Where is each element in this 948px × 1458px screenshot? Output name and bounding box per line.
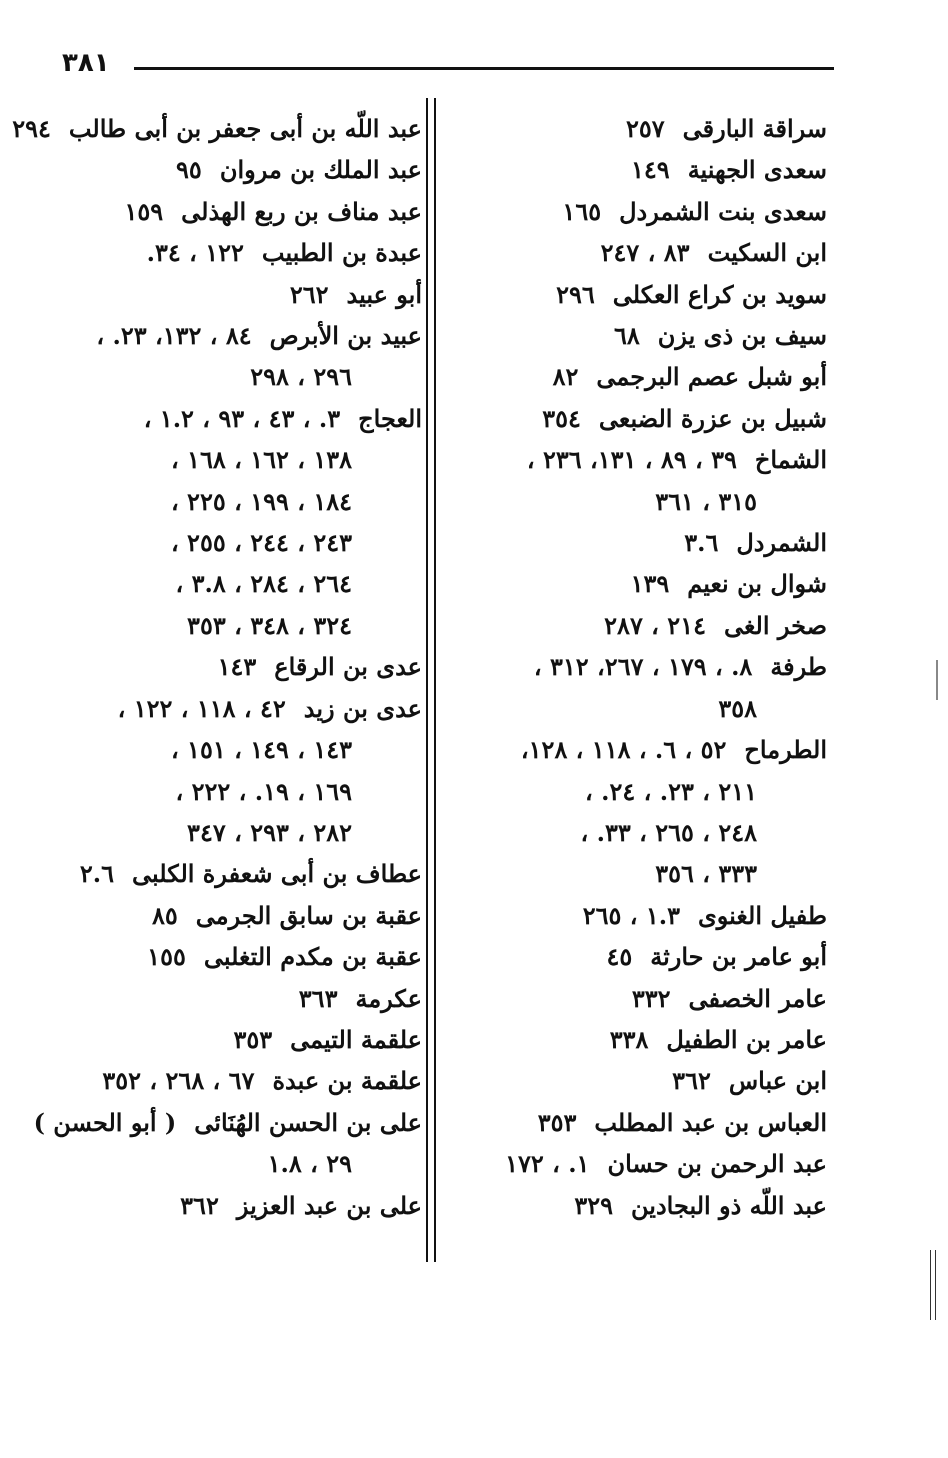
column-divider <box>426 98 436 1262</box>
entry-page-numbers: ٣٥٣ <box>537 1107 577 1137</box>
entry-name: طرفة <box>770 652 827 682</box>
entry-page-numbers: ٣٥٣ <box>233 1024 273 1054</box>
index-entry <box>36 149 422 190</box>
entry-name: سويد بن كراع العكلى <box>612 279 827 309</box>
entry-name: عبد اللّه بن أبى جعفر بن أبى طالب <box>68 114 422 143</box>
index-entry <box>36 646 422 687</box>
index-entry <box>444 563 827 604</box>
header-rule <box>134 67 834 70</box>
entry-page-numbers: ١٢٢ ، ٣٤. <box>146 238 244 268</box>
index-entry <box>444 729 827 770</box>
entry-page-numbers: ٣٦٢ <box>672 1066 711 1096</box>
entry-page-numbers: ١٤٣ ، ١٤٩ ، ١٥١ ، <box>170 735 352 765</box>
entry-page-numbers: ٣٣٢ <box>631 983 671 1013</box>
page-number: ٣٨١ <box>62 48 110 78</box>
entry-name: على بن عبد العزيز <box>236 1190 422 1220</box>
entry-name: سعدى بنت الشمردل <box>619 196 827 226</box>
entry-page-numbers: ٦٧ ، ٢٦٨ ، ٣٥٢ <box>102 1066 255 1096</box>
index-entry-continuation <box>444 481 827 522</box>
entry-page-numbers: ٣. ، ٤٣ ، ٩٣ ، ١.٢ ، <box>143 403 341 433</box>
entry-page-numbers: ٣٦٣ <box>298 983 338 1013</box>
index-entry <box>444 605 827 646</box>
entry-name: عبيد بن الأبرص <box>269 321 422 351</box>
entry-name: عبد الملك بن مروان <box>219 155 422 185</box>
index-entry <box>36 1185 422 1226</box>
entry-page-numbers: ١٦٩ ، ١٩. ، ٢٢٢ ، <box>175 776 352 806</box>
entry-name: طفيل الغنوى <box>698 900 827 930</box>
entry-name: العجاج <box>358 403 422 433</box>
entry-name: عدى بن الرقاع <box>274 652 422 682</box>
entry-page-numbers: ( أبو الحسن ) <box>33 1107 177 1137</box>
entry-page-numbers: ٢٩٦ ، ٢٩٨ <box>250 362 352 392</box>
entry-page-numbers: ٤٢ ، ١١٨ ، ١٢٢ ، <box>117 693 286 723</box>
entry-page-numbers: ٢٩٤ <box>12 114 51 143</box>
index-entry <box>36 895 422 936</box>
entry-page-numbers: ٣٥٤ <box>542 403 581 433</box>
index-entry <box>444 978 827 1019</box>
index-entry <box>444 356 827 397</box>
entry-name: عامر الخصفى <box>688 983 827 1013</box>
index-entry <box>36 1060 422 1101</box>
entry-page-numbers: ١.٣ ، ٢٦٥ <box>582 900 680 930</box>
index-entry-continuation <box>36 1143 422 1184</box>
entry-page-numbers: ٣.٦ <box>684 528 719 558</box>
entry-page-numbers: ١٤٣ <box>217 652 257 682</box>
edge-mark-double <box>930 1250 936 1320</box>
entry-page-numbers: ٨٥ <box>151 900 178 930</box>
entry-page-numbers: ٣١٥ ، ٣٦١ <box>655 486 757 516</box>
index-entry-continuation <box>36 356 422 397</box>
entry-page-numbers: ١٨٤ ، ١٩٩ ، ٢٢٥ ، <box>170 486 352 516</box>
index-entry <box>444 522 827 563</box>
entry-name: شبيل بن عزرة الضبعى <box>598 403 827 433</box>
index-entry <box>36 191 422 232</box>
entry-page-numbers: ٢٦٢ <box>289 279 329 309</box>
index-entry <box>444 1143 827 1184</box>
entry-name: الشمردل <box>736 528 827 558</box>
entry-page-numbers: ٣٩ ، ٨٩ ، ١٣١، ٢٣٦ ، <box>526 445 737 475</box>
index-entry-continuation <box>444 688 827 729</box>
index-entry <box>444 1102 827 1143</box>
entry-page-numbers: ٦٨ <box>613 321 640 351</box>
entry-page-numbers: ١٣٩ <box>630 569 670 599</box>
index-entry-continuation <box>36 522 422 563</box>
entry-page-numbers: ٢٤٨ ، ٢٦٥ ، ٣٣. ، <box>580 817 757 847</box>
entry-page-numbers: ٤٥ <box>606 942 633 972</box>
entry-page-numbers: ٨٤ ، ١٣٢، ٢٣. ، <box>96 321 252 351</box>
entry-page-numbers: ٢٤٣ ، ٢٤٤ ، ٢٥٥ ، <box>170 528 352 558</box>
index-entry <box>444 1185 827 1226</box>
entry-page-numbers: ٣٣٣ ، ٣٥٦ <box>655 859 757 889</box>
entry-name: الشماخ <box>754 445 827 475</box>
entry-page-numbers: ٢٦٤ ، ٢٨٤ ، ٣.٨ ، <box>175 569 352 599</box>
index-entry <box>36 688 422 729</box>
entry-name: سيف بن ذى يزن <box>657 321 827 351</box>
entry-name: على بن الحسن الهُنَائى <box>194 1107 422 1137</box>
entry-page-numbers: ١. ، ١٧٢ <box>505 1149 590 1179</box>
index-entry <box>36 274 422 315</box>
entry-name: سعدى الجهنية <box>687 155 827 185</box>
index-entry-continuation <box>444 812 827 853</box>
entry-name: علقمة بن عبدة <box>272 1066 422 1096</box>
index-column-left <box>12 108 422 1226</box>
index-entry <box>444 646 827 687</box>
index-entry <box>444 315 827 356</box>
entry-page-numbers: ١٤٩ <box>631 155 670 185</box>
index-entry <box>36 853 422 894</box>
index-column-right <box>444 108 827 1226</box>
index-entry <box>36 978 422 1019</box>
entry-page-numbers: ٣٣٨ <box>609 1024 649 1054</box>
entry-page-numbers: ٢٥٧ <box>626 114 665 143</box>
index-entry <box>444 232 827 273</box>
entry-name: صخر الغى <box>723 610 827 640</box>
index-entry-continuation <box>36 729 422 770</box>
entry-name: عبد اللّه ذو البجادين <box>631 1190 827 1220</box>
entry-page-numbers: ٨. ، ١٧٩ ، ٢٦٧، ٣١٢ ، <box>533 652 753 682</box>
index-entry-continuation <box>36 481 422 522</box>
entry-page-numbers: ٣٢٤ ، ٣٤٨ ، ٣٥٣ <box>187 610 352 640</box>
entry-page-numbers: ٩٥ <box>176 155 202 185</box>
entry-page-numbers: ٢٨٢ ، ٢٩٣ ، ٣٤٧ <box>187 817 352 847</box>
entry-name: أبو عبيد <box>346 279 422 309</box>
entry-page-numbers: ٢١١ ، ٢٣. ، ٢٤. ، <box>585 776 757 806</box>
index-entry <box>12 108 422 149</box>
index-entry <box>444 191 827 232</box>
index-entry <box>444 149 827 190</box>
index-entry <box>444 108 827 149</box>
index-entry-continuation <box>36 605 422 646</box>
index-entry <box>33 1102 422 1143</box>
index-entry-continuation <box>444 771 827 812</box>
entry-page-numbers: ١٣٨ ، ١٦٢ ، ١٦٨ ، <box>170 445 352 475</box>
index-entry <box>444 274 827 315</box>
entry-page-numbers: ١٦٥ <box>562 196 602 226</box>
index-entry <box>36 1019 422 1060</box>
entry-page-numbers: ٣٦٢ <box>180 1190 219 1220</box>
entry-page-numbers: ٥٢ ، ٦. ، ١١٨ ، ١٢٨، <box>520 735 727 765</box>
index-entry <box>444 398 827 439</box>
entry-page-numbers: ٣٢٩ <box>574 1190 614 1220</box>
entry-name: عكرمة <box>355 983 422 1013</box>
index-entry-continuation <box>444 853 827 894</box>
entry-name: عبد مناف بن ربع الهذلى <box>181 196 422 226</box>
index-entry-continuation <box>36 563 422 604</box>
entry-page-numbers: ٣٥٨ <box>718 693 757 723</box>
entry-name: أبو شبل عصم البرجمى <box>596 362 827 392</box>
entry-name: عبد الرحمن بن حسان <box>607 1149 827 1179</box>
index-entry <box>444 936 827 977</box>
index-entry <box>444 439 827 480</box>
entry-name: عطاف بن أبى شعفرة الكلبى <box>132 859 422 889</box>
entry-page-numbers: ٢١٤ ، ٢٨٧ <box>604 610 706 640</box>
index-entry <box>36 232 422 273</box>
entry-page-numbers: ١٥٥ <box>147 942 186 972</box>
entry-page-numbers: ٨٣ ، ٢٤٧ <box>600 238 690 268</box>
index-entry <box>444 1019 827 1060</box>
entry-name: ابن عباس <box>728 1066 827 1096</box>
index-entry <box>36 398 422 439</box>
entry-name: الطرماح <box>744 735 827 765</box>
edge-mark <box>936 660 938 700</box>
entry-name: عقبة بن سابق الجرمى <box>195 900 422 930</box>
index-entry <box>36 936 422 977</box>
entry-name: العباس بن عبد المطلب <box>594 1107 827 1137</box>
index-entry <box>444 1060 827 1101</box>
entry-page-numbers: ١٥٩ <box>124 196 164 226</box>
entry-page-numbers: ٢٩٦ <box>556 279 595 309</box>
entry-name: سراقة البارقى <box>682 114 827 143</box>
index-entry <box>444 895 827 936</box>
entry-name: علقمة التيمى <box>290 1024 422 1054</box>
entry-name: عامر بن الطفيل <box>666 1024 827 1054</box>
entry-name: عبدة بن الطبيب <box>261 238 422 268</box>
entry-name: عدى بن زيد <box>303 693 422 723</box>
index-entry-continuation <box>36 771 422 812</box>
index-entry-continuation <box>36 812 422 853</box>
entry-page-numbers: ٢٩ ، ١.٨ <box>267 1149 352 1179</box>
entry-name: شوال بن نعيم <box>687 569 827 599</box>
entry-page-numbers: ٨٢ <box>552 362 579 392</box>
entry-name: ابن السكيت <box>707 238 827 268</box>
entry-name: أبو عامر بن حارثة <box>650 942 827 972</box>
index-entry-continuation <box>36 439 422 480</box>
entry-page-numbers: ٢.٦ <box>79 859 114 889</box>
entry-name: عقبة بن مكدم التغلبى <box>203 942 422 972</box>
index-entry <box>36 315 422 356</box>
